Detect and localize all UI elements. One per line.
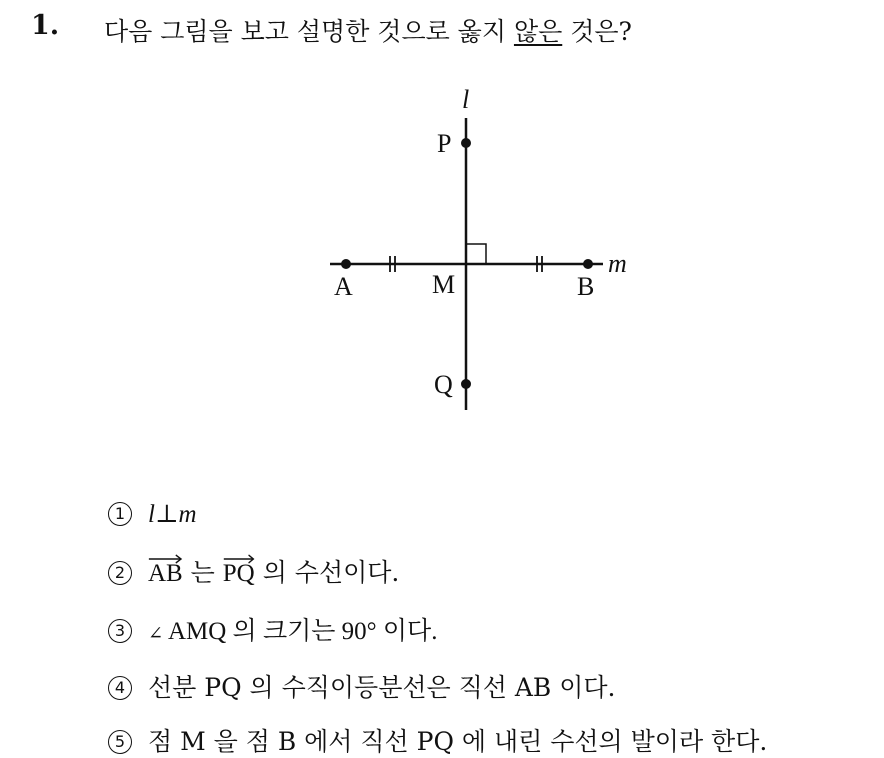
ray-pq — [223, 556, 255, 588]
choice-1-op: ⊥ — [154, 501, 179, 528]
ray-pq-label: PQ — [222, 560, 255, 587]
angle-symbol: ∠ — [148, 623, 164, 643]
choice-3-text: AMQ 의 크기는 90° 이다. — [163, 618, 438, 645]
choice-3-number: 3 — [108, 619, 132, 643]
choice-5[interactable] — [108, 722, 767, 758]
ray-ab-arrow — [148, 554, 183, 564]
right-angle-marker — [466, 244, 486, 264]
point-b — [583, 259, 593, 269]
choice-5-text: 점 M 을 점 B 에서 직선 PQ 에 내린 수선의 발이라 한다. — [148, 727, 768, 756]
choice-2-tail: 의 수선이다. — [254, 558, 400, 587]
question-stem-underlined: 않은 — [513, 17, 563, 46]
choice-2[interactable] — [108, 553, 399, 589]
choice-2-number: 2 — [108, 561, 132, 585]
ray-ab — [148, 556, 183, 588]
choice-1-number: 1 — [108, 502, 132, 526]
question-number: 1. — [31, 10, 60, 41]
label-line-m: m — [608, 249, 627, 278]
ray-ab-label: AB — [148, 560, 183, 587]
choice-4-text: 선분 PQ 의 수직이등분선은 직선 AB 이다. — [148, 673, 616, 702]
point-a — [341, 259, 351, 269]
question-stem-before: 다음 그림을 보고 설명한 것으로 옳지 — [104, 17, 514, 46]
label-p: P — [437, 129, 452, 158]
choice-3[interactable] — [108, 611, 437, 647]
choice-4-number: 4 — [108, 676, 132, 700]
choice-5-number: 5 — [108, 730, 132, 754]
choice-2-mid: 는 — [182, 558, 223, 587]
label-a: A — [334, 272, 353, 301]
label-q: Q — [434, 370, 453, 399]
point-p — [461, 138, 471, 148]
choice-4[interactable] — [108, 668, 615, 704]
label-line-l: l — [462, 85, 470, 114]
choice-1-lhs: l — [148, 501, 155, 528]
point-q — [461, 379, 471, 389]
question-stem-after: 것은? — [562, 17, 632, 46]
ray-pq-arrow — [223, 554, 255, 564]
choice-1-rhs: m — [178, 501, 197, 528]
label-b: B — [577, 272, 595, 301]
label-m: M — [432, 270, 456, 299]
choice-1[interactable] — [108, 499, 197, 529]
